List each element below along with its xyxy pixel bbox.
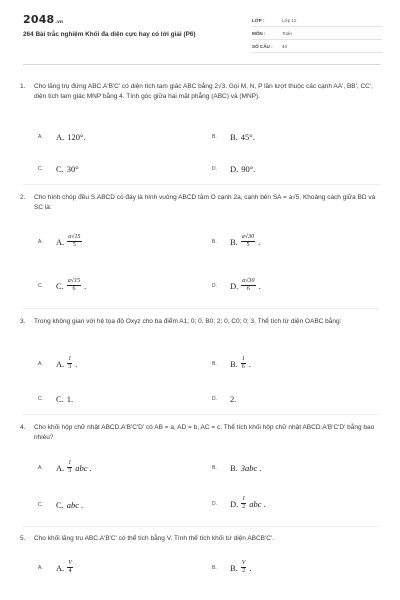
fraction: $\frac{V}{4}$ bbox=[68, 560, 72, 574]
option-4-a[interactable]: A. A. $\frac{1}{3}$ abc . bbox=[38, 460, 92, 474]
meta-row-subject bbox=[252, 28, 382, 40]
fraction: $\frac{V}{2}$ bbox=[241, 560, 246, 574]
option-3-c[interactable]: C. C. 1. bbox=[38, 394, 74, 404]
fraction: $\frac{1}{3}$ bbox=[68, 356, 72, 370]
meta-table bbox=[252, 15, 382, 54]
site-logo[interactable]: 2048.vn bbox=[23, 13, 63, 26]
fraction: $\frac{a√15}{6}$ bbox=[67, 278, 81, 292]
question-number: 5. bbox=[20, 535, 26, 542]
header-divider bbox=[23, 64, 380, 65]
option-2-c[interactable]: C. C. $\frac{a√15}{6}$ . bbox=[38, 278, 87, 292]
document-header bbox=[0, 0, 400, 70]
fraction: $\frac{a√30}{6}$ bbox=[242, 278, 255, 292]
option-5-a[interactable]: A. A. $\frac{V}{4}$ bbox=[38, 560, 72, 574]
meta-row-count bbox=[252, 41, 382, 53]
option-2-b[interactable]: B. B. $\frac{a√30}{5}$ . bbox=[212, 234, 261, 248]
option-1-a[interactable]: A. A. 120°. bbox=[38, 132, 86, 142]
question-text: Cho hình chóp đều S.ABCD có đáy là hình vuông ABCD tâm O cạnh 2a, cạnh bên SA = a√5. Khoảng cách giữa BD và SC là: bbox=[34, 194, 376, 211]
question-3 bbox=[20, 317, 382, 327]
option-2-a[interactable]: A. A. $\frac{a√15}{5}$ bbox=[38, 234, 81, 248]
question-text: Trong không gian với hệ tọa độ Oxyz cho ba điểm A1; 0; 0, B0; 2; 0, C0; 0; 3. Thể tích tứ diện OABC bằng: bbox=[34, 318, 342, 325]
question-divider bbox=[23, 414, 380, 415]
meta-value: Lớp 12 bbox=[282, 18, 297, 23]
meta-row-class bbox=[252, 15, 382, 27]
meta-label: SỐ CÂU : bbox=[252, 44, 273, 49]
question-text: Cho lăng trụ đứng ABC.A'B'C' có diện tích tam giác ABC bằng 2√3. Gọi M, N, P lần lượt thuộc các cạnh AA', BB', CC', diện tích tam giác MNP bằng 4. Tính góc giữa hai mặt phẳng (ABC) và (MNP). bbox=[34, 83, 373, 100]
question-divider bbox=[23, 308, 380, 309]
question-number: 1. bbox=[20, 83, 26, 90]
meta-value: Toán bbox=[282, 31, 292, 36]
option-3-b[interactable]: B. B. $\frac{1}{6}$ . bbox=[212, 356, 251, 370]
fraction: $\frac{1}{3}$ bbox=[68, 460, 72, 474]
option-4-d[interactable]: D. D. $\frac{1}{2}$ abc . bbox=[212, 496, 266, 510]
question-divider bbox=[23, 184, 380, 185]
fraction: $\frac{1}{2}$ bbox=[242, 496, 246, 510]
document-title: 264 Bài trắc nghiệm Khối đa diện cực hay có lời giải (P6) bbox=[23, 31, 196, 38]
option-4-c[interactable]: C. C. abc . bbox=[38, 500, 84, 510]
question-2 bbox=[20, 193, 382, 213]
question-number: 4. bbox=[20, 424, 26, 431]
option-4-b[interactable]: B. B. 3abc . bbox=[212, 463, 262, 473]
question-divider bbox=[23, 526, 380, 527]
option-2-d[interactable]: D. D. $\frac{a√30}{6}$ . bbox=[212, 278, 261, 292]
option-5-b[interactable]: B. B. $\frac{V}{2}$ . bbox=[212, 560, 252, 574]
fraction: $\frac{a√15}{5}$ bbox=[68, 234, 81, 248]
option-1-b[interactable]: B. B. 45°. bbox=[212, 132, 255, 142]
fraction: $\frac{1}{6}$ bbox=[241, 356, 245, 370]
question-number: 2. bbox=[20, 194, 26, 201]
meta-label: LỚP : bbox=[252, 18, 265, 23]
option-1-c[interactable]: C. C. 30° bbox=[38, 164, 79, 174]
question-1 bbox=[20, 82, 382, 102]
question-text: Cho khối lăng trụ ABC.A'B'C' có thể tích bằng V. Tính thể tích khối tứ diện ABCB'C'. bbox=[34, 535, 274, 542]
fraction: $\frac{a√30}{5}$ bbox=[241, 234, 255, 248]
option-3-a[interactable]: A. A. $\frac{1}{3}$ . bbox=[38, 356, 78, 370]
option-1-d[interactable]: D. D. 90°. bbox=[212, 164, 256, 174]
meta-label: MÔN : bbox=[252, 31, 266, 36]
question-5 bbox=[20, 534, 382, 544]
meta-value: 40 bbox=[282, 44, 288, 49]
question-number: 3. bbox=[20, 318, 26, 325]
option-3-d[interactable]: D. 2. bbox=[212, 394, 237, 404]
question-text: Cho khối hộp chữ nhật ABCD.A'B'C'D' có AB = a, AD = b, AC = c. Thể tích khối hộp chữ nhật ABCD.A'B'C'D' bằng bao nhiêu? bbox=[34, 424, 375, 441]
question-4 bbox=[20, 423, 382, 443]
